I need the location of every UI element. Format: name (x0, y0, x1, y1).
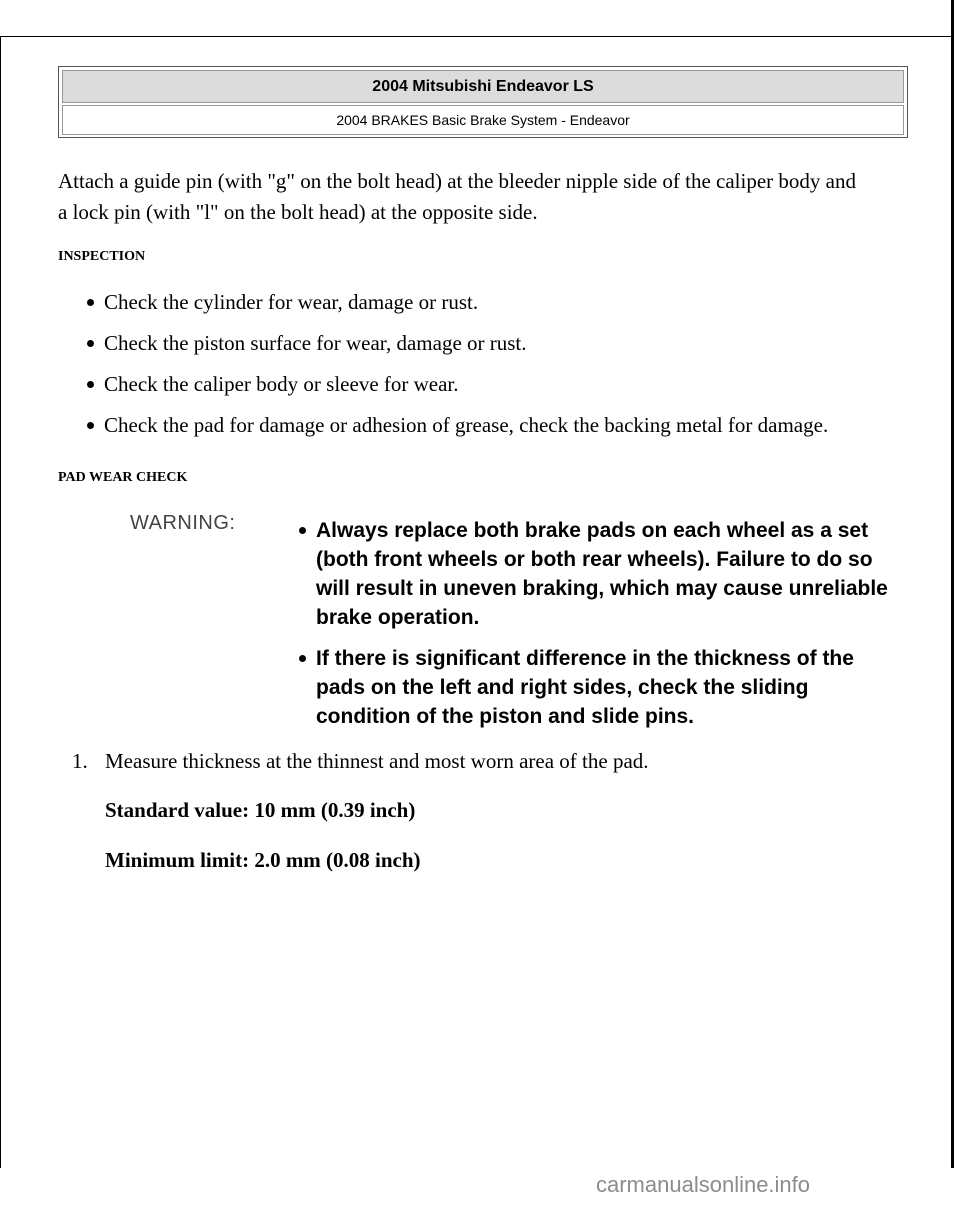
standard-value: Standard value: 10 mm (0.39 inch) (105, 798, 416, 822)
header-subtitle: 2004 BRAKES Basic Brake System - Endeavor (62, 105, 904, 135)
step-number: 1. (72, 749, 88, 773)
inspection-list (84, 287, 894, 451)
warning-item: Always replace both brake pads on each wheel as a set (both front wheels or both rear wheels). Failure to do so will result in uneven braking, which may cause unreliable brake operation. (296, 516, 906, 632)
watermark-text: carmanualsonline.info (596, 1172, 811, 1197)
bullet-icon (87, 299, 94, 306)
bullet-icon (299, 655, 306, 662)
document-header (58, 66, 908, 138)
bullet-icon (299, 527, 306, 534)
list-item: Check the pad for damage or adhesion of grease, check the backing metal for damage. (84, 410, 894, 441)
list-item: Check the caliper body or sleeve for wear. (84, 369, 894, 400)
page-border-right (951, 0, 954, 1168)
intro-paragraph: Attach a guide pin (with "g" on the bolt head) at the bleeder nipple side of the caliper body and a lock pin (with "l" on the bolt head) at the opposite side. (58, 169, 856, 224)
warning-item: If there is significant difference in the thickness of the pads on the left and right sides, check the sliding condition of the piston and slide pins. (296, 644, 906, 731)
bullet-icon (87, 340, 94, 347)
list-item: Check the cylinder for wear, damage or rust. (84, 287, 894, 318)
page-border-left (0, 36, 1, 1168)
minimum-limit: Minimum limit: 2.0 mm (0.08 inch) (105, 848, 421, 872)
header-title: 2004 Mitsubishi Endeavor LS (62, 70, 904, 103)
bullet-icon (87, 422, 94, 429)
list-item: Check the piston surface for wear, damage or rust. (84, 328, 894, 359)
bullet-icon (87, 381, 94, 388)
step-text: Measure thickness at the thinnest and most worn area of the pad. (105, 749, 649, 773)
inspection-heading: INSPECTION (58, 249, 146, 264)
warning-list (296, 516, 906, 743)
pad-wear-heading: PAD WEAR CHECK (58, 470, 188, 485)
warning-label: WARNING: (130, 512, 236, 534)
page-border-top (0, 36, 952, 37)
